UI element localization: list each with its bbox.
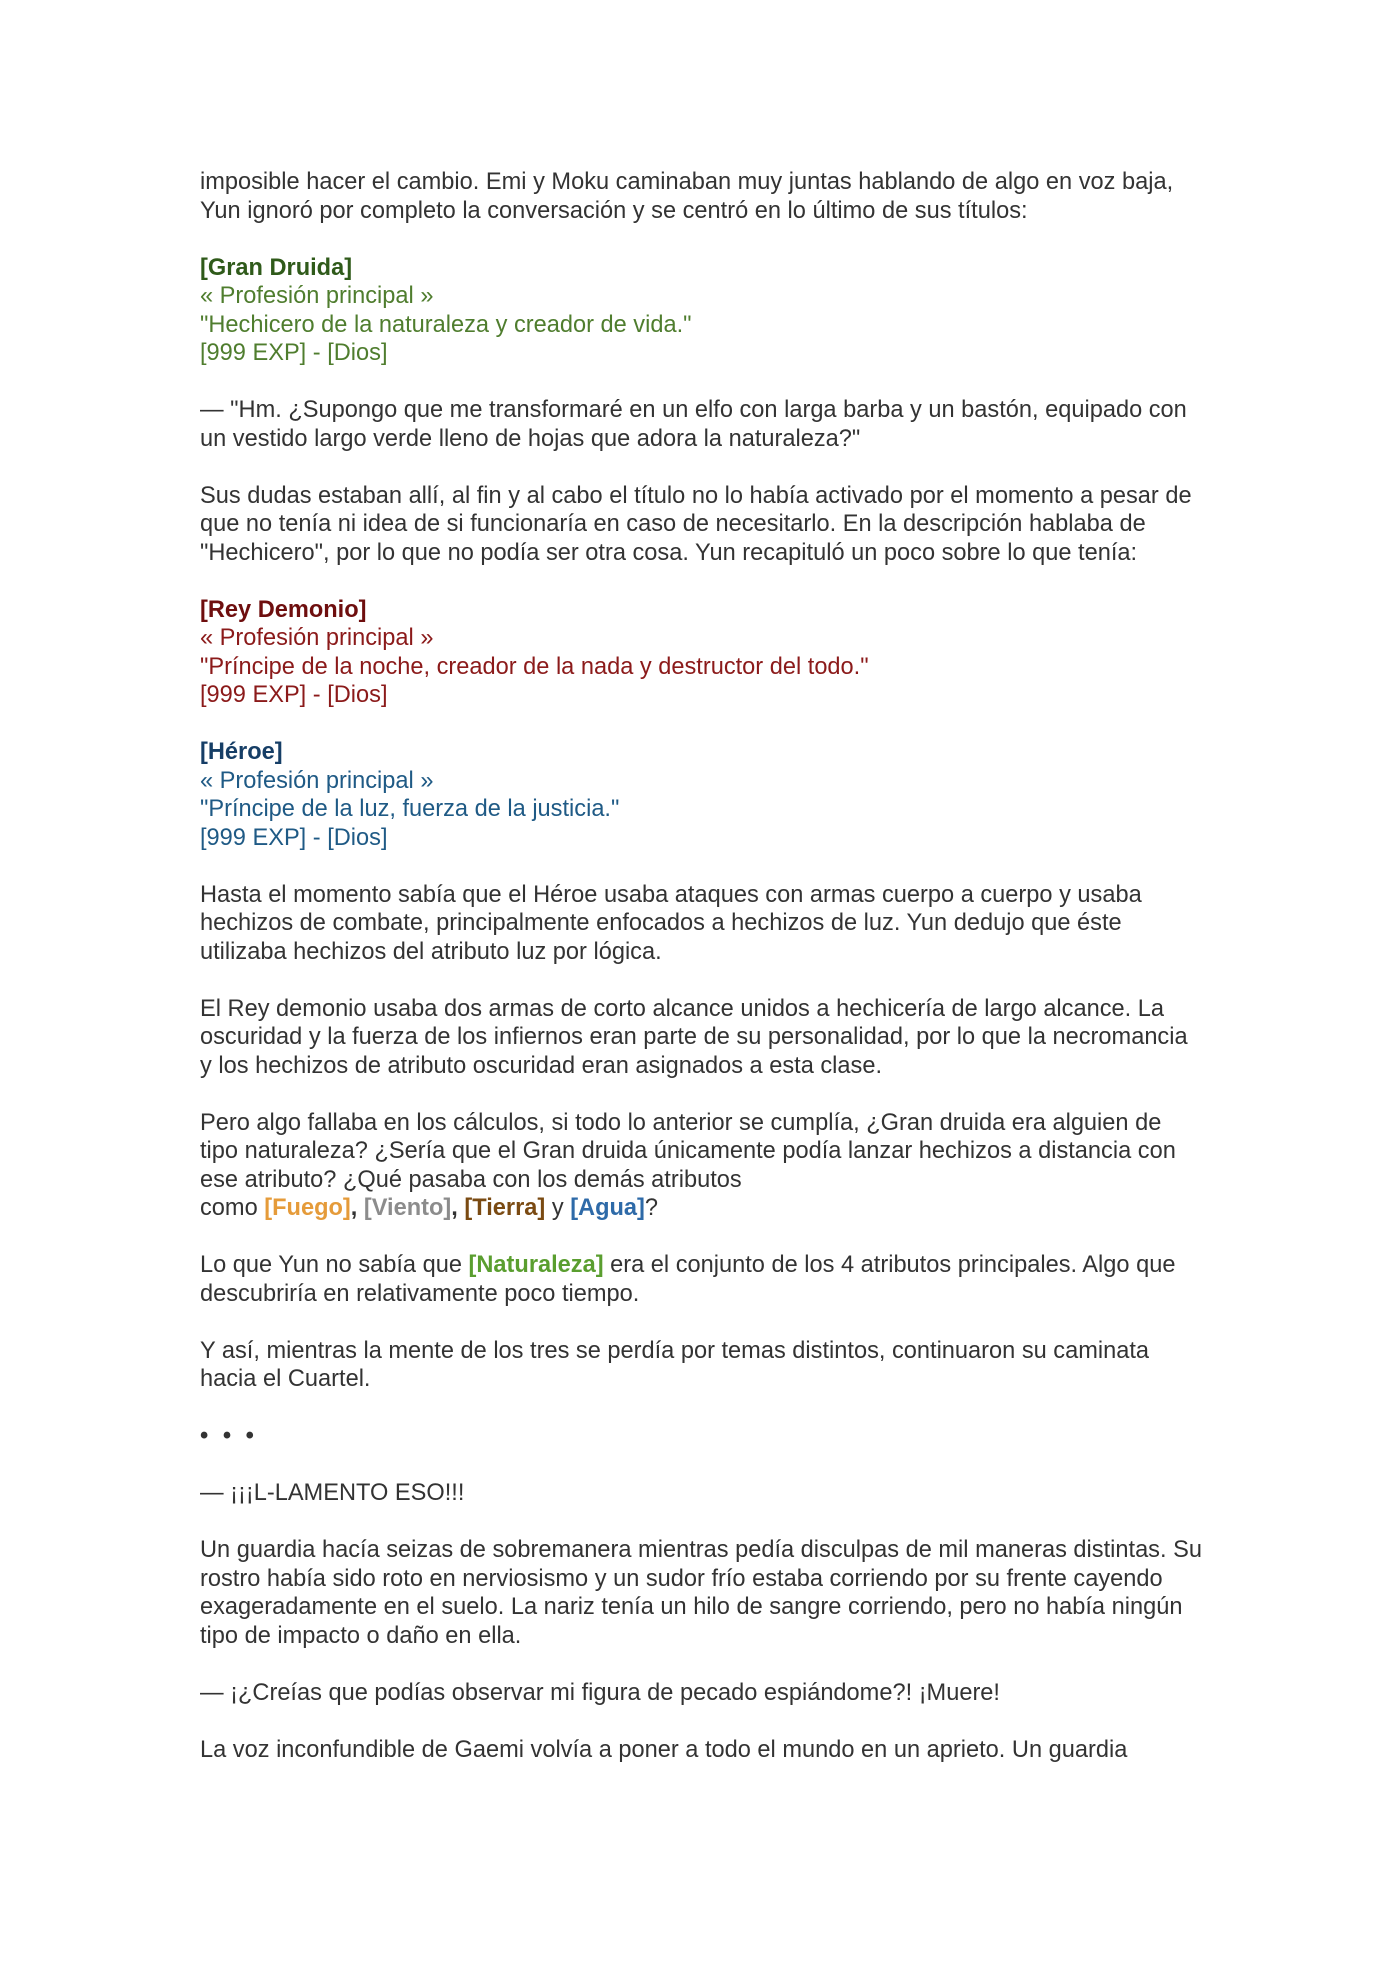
keyword-viento: [Viento] bbox=[363, 1195, 452, 1221]
paragraph-7-after: era el conjunto de los 4 atributos principales. Algo que descubriría en relativamente poco tiempo. bbox=[200, 1252, 1176, 1307]
paragraph-1: imposible hacer el cambio. Emi y Moku caminaban muy juntas hablando de algo en voz baja, Yun ignoró por completo la conversación y se centró en lo último de sus títulos: bbox=[200, 169, 1174, 224]
stats-rey-demonio: [999 EXP] - [Dios] bbox=[200, 682, 388, 708]
keyword-fuego: [Fuego] bbox=[264, 1195, 351, 1221]
paragraph-5: El Rey demonio usaba dos armas de corto alcance unidos a hechicería de largo alcance. La oscuridad y la fuerza de los infiernos eran parte de su personalidad, por lo que la necromancia y los hechizos de atributo oscuridad eran asignados a esta clase. bbox=[200, 995, 1188, 1079]
scene-separator: • • • bbox=[200, 1423, 258, 1449]
paragraph-11: — ¡¿Creías que podías observar mi figura de pecado espiándome?! ¡Muere! bbox=[200, 1679, 1000, 1706]
stats-heroe: [999 EXP] - [Dios] bbox=[200, 824, 388, 851]
paragraph-4: Hasta el momento sabía que el Héroe usaba ataques con armas cuerpo a cuerpo y usaba hechizos de combate, principalmente enfocados a hechizos de luz. Yun dedujo que éste utilizaba hechizos del atributo luz por lógica. bbox=[200, 881, 1142, 965]
profession-rey-demonio: « Profesión principal » bbox=[200, 625, 434, 651]
quote-rey-demonio: "Príncipe de la noche, creador de la nada y destructor del todo." bbox=[200, 653, 869, 680]
title-block-gran-druida bbox=[200, 254, 1204, 368]
paragraph-10: Un guardia hacía seizas de sobremanera mientras pedía disculpas de mil maneras distintas. Su rostro había sido roto en nerviosismo y un sudor frío estaba corriendo por su frente cayendo exageradamente en el suelo. La nariz tenía un hilo de sangre corriendo, pero no había ningún tipo de impacto o daño en ella. bbox=[200, 1537, 1202, 1649]
question-end: ? bbox=[644, 1195, 659, 1221]
paragraph-3: Sus dudas estaban allí, al fin y al cabo el título no lo había activado por el momento a pesar de que no tenía ni idea de si funcionaría en caso de necesitarlo. En la descripción hablaba de "Hechicero", por lo que no podía ser otra cosa. Yun recapituló un poco sobre lo que tenía: bbox=[200, 482, 1192, 566]
paragraph-6 bbox=[200, 1109, 1204, 1223]
word-como: como bbox=[200, 1195, 258, 1221]
word-y: y bbox=[551, 1195, 564, 1221]
stats-gran-druida: [999 EXP] - [Dios] bbox=[200, 340, 388, 366]
title-block-heroe bbox=[200, 738, 1204, 852]
paragraph-2: — "Hm. ¿Supongo que me transformaré en un elfo con larga barba y un bastón, equipado con un vestido largo verde lleno de hojas que adora la naturaleza?" bbox=[200, 397, 1187, 452]
paragraph-8: Y así, mientras la mente de los tres se perdía por temas distintos, continuaron su caminata hacia el Cuartel. bbox=[200, 1337, 1150, 1392]
title-heroe: [Héroe] bbox=[200, 739, 283, 765]
quote-heroe: "Príncipe de la luz, fuerza de la justicia." bbox=[200, 796, 620, 822]
keyword-naturaleza: [Naturaleza] bbox=[468, 1252, 604, 1278]
comma-1: , bbox=[350, 1195, 358, 1221]
paragraph-7-before: Lo que Yun no sabía que bbox=[200, 1252, 462, 1278]
paragraph-6-text: Pero algo fallaba en los cálculos, si todo lo anterior se cumplía, ¿Gran druida era alguien de tipo naturaleza? ¿Sería que el Gran druida únicamente podía lanzar hechizos a distancia con ese atributo? ¿Qué pasaba con los demás atributos bbox=[200, 1109, 1176, 1193]
paragraph-7 bbox=[200, 1251, 1204, 1308]
title-gran-druida: [Gran Druida] bbox=[200, 254, 353, 281]
title-block-rey-demonio bbox=[200, 596, 1204, 710]
keyword-agua: [Agua] bbox=[570, 1195, 645, 1221]
profession-gran-druida: « Profesión principal » bbox=[200, 283, 434, 309]
paragraph-12: La voz inconfundible de Gaemi volvía a poner a todo el mundo en un aprieto. Un guardia bbox=[200, 1736, 1128, 1763]
title-rey-demonio: [Rey Demonio] bbox=[200, 596, 367, 623]
paragraph-9: — ¡¡¡L-LAMENTO ESO!!! bbox=[200, 1480, 465, 1506]
comma-2: , bbox=[451, 1195, 458, 1221]
keyword-tierra: [Tierra] bbox=[464, 1195, 546, 1221]
quote-gran-druida: "Hechicero de la naturaleza y creador de vida." bbox=[200, 311, 692, 338]
profession-heroe: « Profesión principal » bbox=[200, 767, 434, 794]
